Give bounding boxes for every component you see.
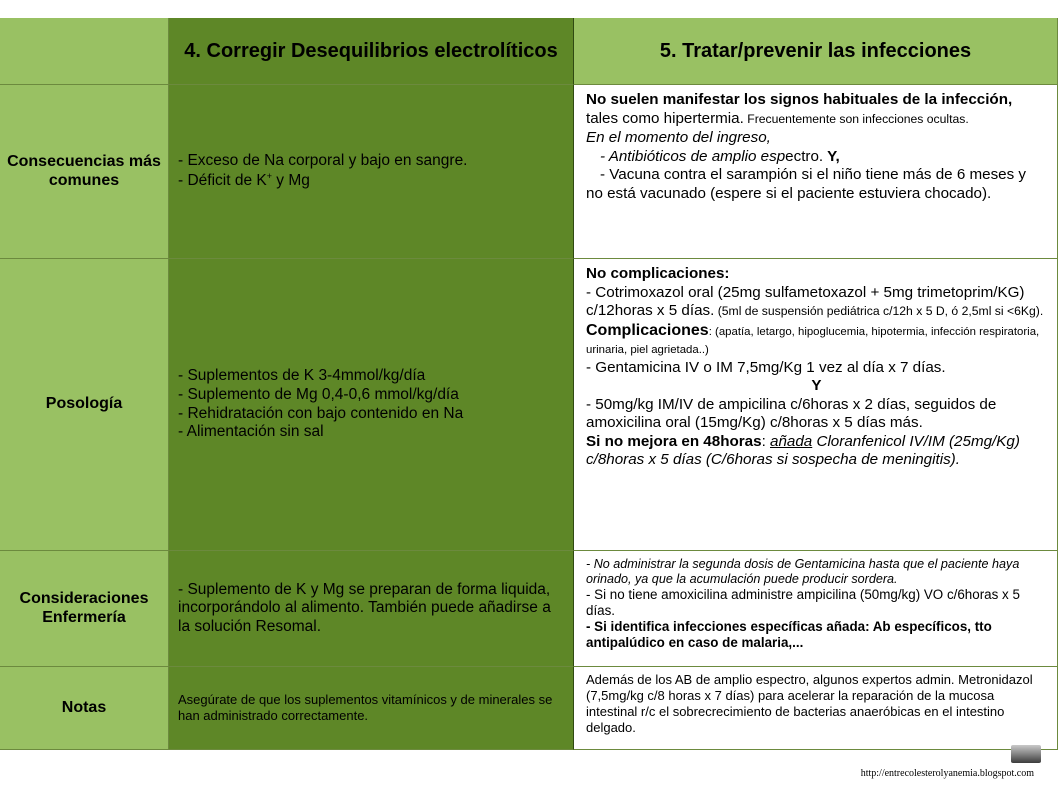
posologia-col5-cotri-main: - Cotrimoxazol oral (25mg sulfametoxazol + 5mg trimetoprim/KG) c/12horas x 5 días. <box>586 283 1025 320</box>
notas-col5-cell <box>574 667 1058 750</box>
notas-col5-text: Además de los AB de amplio espectro, algunos expertos admin. Metronidazol (7,5mg/kg c/8 horas x 7 días) para acelerar la reparación de la mucosa intestinal r/c el sobrecrecimiento de bacterias anaeróbicas en el intestino delgado. <box>586 672 1033 735</box>
consideraciones-col5-l3: - Si identifica infecciones específicas añada: Ab específicos, tto antipalúdico en caso de malaria,... <box>586 619 992 651</box>
consecuencias-col5-p1 <box>586 91 1047 129</box>
posologia-col5-mejora-bold: Si no mejora en 48horas <box>586 432 762 450</box>
notas-col4-cell <box>169 667 574 750</box>
posologia-col5-genta: - Gentamicina IV o IM 7,5mg/Kg 1 vez al día x 7 días. <box>586 358 946 376</box>
posologia-col5-cell <box>574 259 1058 551</box>
row-label-notas: Notas <box>61 698 107 716</box>
posologia-col5-comp <box>586 321 1047 359</box>
consideraciones-col4-cell <box>169 551 574 667</box>
posologia-col5-mejora <box>586 433 1047 470</box>
posologia-col5-text <box>574 259 1057 470</box>
consecuencias-col5-cell <box>574 85 1058 259</box>
row-label-consideraciones: Consideraciones Enfermería <box>19 590 149 626</box>
row-label-posologia-cell <box>0 259 169 551</box>
posologia-col5-no-comp-title: No complicaciones: <box>586 265 730 282</box>
consideraciones-col5-l2: - Si no tiene amoxicilina administre ampicilina (50mg/kg) VO c/6horas x 5 días. <box>586 587 1020 619</box>
posologia-col4-text <box>169 259 573 550</box>
consecuencias-col5-p3-italic: - Antibióticos de amplio esp <box>600 147 786 165</box>
row-label-notas-cell <box>0 667 169 750</box>
posologia-col5-comp-title: Complicaciones <box>586 321 709 339</box>
consecuencias-col5-p1-small: Frecuentemente son infecciones ocultas. <box>743 111 969 126</box>
posologia-col5-mejora-italic: Cloranfenicol IV/IM (25mg/Kg) c/8horas x 5 días (C/6horas si sospecha de meningitis). <box>586 432 1020 469</box>
posologia-col4-cell <box>169 259 574 551</box>
header-col5-cell <box>574 18 1058 85</box>
consideraciones-col5-text <box>574 551 1057 652</box>
consecuencias-col4-line1: - Exceso de Na corporal y bajo en sangre. <box>178 152 468 170</box>
header-col4-title: 4. Corregir Desequilibrios electrolíticos <box>184 39 558 62</box>
row-label-posologia: Posología <box>45 395 123 413</box>
notas-col4-text: Asegúrate de que los suplementos vitamínicos y de minerales se han administrado correctamente. <box>178 692 553 723</box>
consecuencias-col4-line2-sup: + <box>266 170 272 181</box>
header-col4-cell <box>169 18 574 85</box>
consecuencias-col4-line2-pre: - Déficit de K <box>178 172 267 190</box>
consecuencias-col5-p4: - Vacuna contra el sarampión si el niño tiene más de 6 meses y no está vacunado (espere si el paciente estuviera chocado). <box>586 166 1027 203</box>
slide-thumbnail-icon <box>1011 745 1041 763</box>
consecuencias-col5-p2: En el momento del ingreso, <box>586 128 771 146</box>
footer-url[interactable]: http://entrecolesterolyanemia.blogspot.com <box>860 768 1034 779</box>
consecuencias-col5-p1-normal: tales como hipertermia. <box>586 109 744 127</box>
posologia-col5-cotri <box>586 284 1047 321</box>
consecuencias-col4-line2 <box>178 171 564 191</box>
posologia-col4-line: - Suplementos de K 3-4mmol/kg/día <box>178 367 426 385</box>
posologia-col5-mejora-colon: : <box>761 432 771 450</box>
posologia-col4-line: - Alimentación sin sal <box>178 423 324 441</box>
posologia-col5-comp-small: : (apatía, letargo, hipoglucemia, hipotermia, infección respiratoria, urinaria, piel agrietada..) <box>586 325 1040 357</box>
consideraciones-col5-l1: - No administrar la segunda dosis de Gentamicina hasta que el paciente haya orinado, ya que la acumulación puede producir sordera. <box>586 557 1020 587</box>
header-col5-title: 5. Tratar/prevenir las infecciones <box>659 39 972 62</box>
posologia-col5-y: Y <box>811 377 822 395</box>
consecuencias-col4-line2-post: y Mg <box>272 172 310 190</box>
consecuencias-col4-cell <box>169 85 574 259</box>
consideraciones-col5-cell <box>574 551 1058 667</box>
posologia-col5-ampi: - 50mg/kg IM/IV de ampicilina c/6horas x 2 días, seguidos de amoxicilina oral (15mg/Kg) c/8horas x 5 días más. <box>586 395 997 432</box>
header-corner-cell <box>0 18 169 85</box>
consecuencias-col5-p3-bold: Y, <box>823 147 840 165</box>
consecuencias-col5-text <box>574 85 1057 204</box>
consideraciones-col4-text: - Suplemento de K y Mg se preparan de forma liquida, incorporándolo al alimento. También puede añadirse a la solución Resomal. <box>178 580 551 635</box>
row-label-consecuencias-cell <box>0 85 169 259</box>
consecuencias-col5-p3 <box>586 148 1047 167</box>
consecuencias-col5-p3-normal: ectro. <box>785 147 824 165</box>
consecuencias-col5-p1-bold: No suelen manifestar los signos habituales de la infección, <box>586 91 1013 108</box>
posologia-col5-mejora-underlined: añada <box>770 432 813 450</box>
row-label-consideraciones-cell <box>0 551 169 667</box>
posologia-col5-cotri-small: (5ml de suspensión pediátrica c/12h x 5 D, ó 2,5ml si <6Kg). <box>714 304 1044 319</box>
consecuencias-col4-text <box>169 85 573 258</box>
row-label-consecuencias: Consecuencias más comunes <box>7 153 161 189</box>
posologia-col4-line: - Rehidratación con bajo contenido en Na <box>178 404 464 422</box>
posologia-col4-line: - Suplemento de Mg 0,4-0,6 mmol/kg/día <box>178 385 459 403</box>
